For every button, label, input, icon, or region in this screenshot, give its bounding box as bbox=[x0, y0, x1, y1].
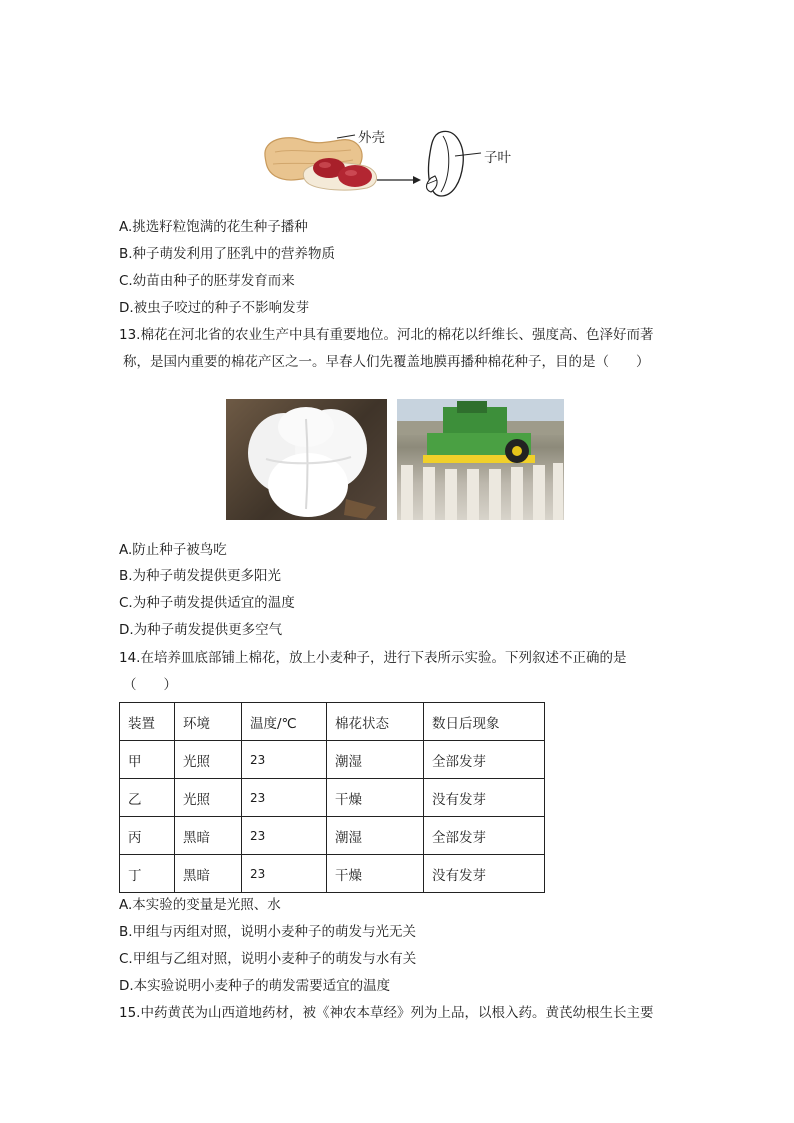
table-cell: 黑暗 bbox=[175, 817, 242, 855]
table-cell: 乙 bbox=[120, 779, 175, 817]
q14-option-c: C.甲组与乙组对照，说明小麦种子的萌发与水有关 bbox=[119, 951, 417, 967]
q14-option-d: D.本实验说明小麦种子的萌发需要适宜的温度 bbox=[119, 978, 391, 994]
table-cell: 没有发芽 bbox=[424, 855, 545, 893]
peanut-seed-figure bbox=[255, 118, 525, 208]
table-cell: 干燥 bbox=[327, 855, 424, 893]
q14-stem-line1: 14.在培养皿底部铺上棉花，放上小麦种子，进行下表所示实验。下列叙述不正确的是 bbox=[119, 650, 627, 666]
table-cell: 光照 bbox=[175, 741, 242, 779]
table-header-cell: 装置 bbox=[120, 703, 175, 741]
label-cotyledon: 子叶 bbox=[484, 150, 511, 166]
q13-option-a: A.防止种子被鸟吃 bbox=[119, 542, 227, 558]
table-cell: 干燥 bbox=[327, 779, 424, 817]
q14-option-a: A.本实验的变量是光照、水 bbox=[119, 897, 281, 913]
table-cell: 没有发芽 bbox=[424, 779, 545, 817]
cotton-boll-photo bbox=[226, 399, 387, 520]
table-cell: 黑暗 bbox=[175, 855, 242, 893]
cotton-harvester-image bbox=[397, 399, 564, 520]
table-header-cell: 数日后现象 bbox=[424, 703, 545, 741]
q13-stem-line2: 称，是国内重要的棉花产区之一。早春人们先覆盖地膜再播种棉花种子，目的是（ ） bbox=[123, 354, 650, 370]
table-header-cell: 温度/℃ bbox=[242, 703, 327, 741]
cotton-harvester-photo bbox=[397, 399, 564, 520]
label-shell: 外壳 bbox=[358, 130, 385, 146]
table-row bbox=[120, 741, 545, 779]
q12-option-d: D.被虫子咬过的种子不影响发芽 bbox=[119, 300, 310, 316]
q12-option-c: C.幼苗由种子的胚芽发育而来 bbox=[119, 273, 295, 289]
experiment-table bbox=[119, 702, 545, 893]
q13-option-c: C.为种子萌发提供适宜的温度 bbox=[119, 595, 295, 611]
table-cell: 潮湿 bbox=[327, 741, 424, 779]
table-header-cell: 棉花状态 bbox=[327, 703, 424, 741]
table-cell: 光照 bbox=[175, 779, 242, 817]
cotton-boll-image bbox=[226, 399, 387, 520]
q13-stem-line1: 13.棉花在河北省的农业生产中具有重要地位。河北的棉花以纤维长、强度高、色泽好而著 bbox=[119, 327, 654, 343]
table-cell: 23 bbox=[242, 779, 327, 817]
table-header-cell: 环境 bbox=[175, 703, 242, 741]
q13-option-b: B.为种子萌发提供更多阳光 bbox=[119, 568, 282, 584]
table-cell: 23 bbox=[242, 855, 327, 893]
q13-option-d: D.为种子萌发提供更多空气 bbox=[119, 622, 283, 638]
q12-option-b: B.种子萌发利用了胚乳中的营养物质 bbox=[119, 246, 336, 262]
q15-stem-line1: 15.中药黄芪为山西道地药材，被《神农本草经》列为上品，以根入药。黄芪幼根生长主要 bbox=[119, 1005, 654, 1021]
table-row bbox=[120, 779, 545, 817]
table-cell: 全部发芽 bbox=[424, 741, 545, 779]
table-cell: 23 bbox=[242, 817, 327, 855]
table-cell: 丁 bbox=[120, 855, 175, 893]
table-row bbox=[120, 817, 545, 855]
table-cell: 潮湿 bbox=[327, 817, 424, 855]
q14-option-b: B.甲组与丙组对照，说明小麦种子的萌发与光无关 bbox=[119, 924, 417, 940]
q14-stem-line2: （ ） bbox=[123, 677, 177, 693]
table-cell: 23 bbox=[242, 741, 327, 779]
table-cell: 全部发芽 bbox=[424, 817, 545, 855]
table-row bbox=[120, 855, 545, 893]
table-cell: 丙 bbox=[120, 817, 175, 855]
table-header-row bbox=[120, 703, 545, 741]
q12-option-a: A.挑选籽粒饱满的花生种子播种 bbox=[119, 219, 308, 235]
table-cell: 甲 bbox=[120, 741, 175, 779]
